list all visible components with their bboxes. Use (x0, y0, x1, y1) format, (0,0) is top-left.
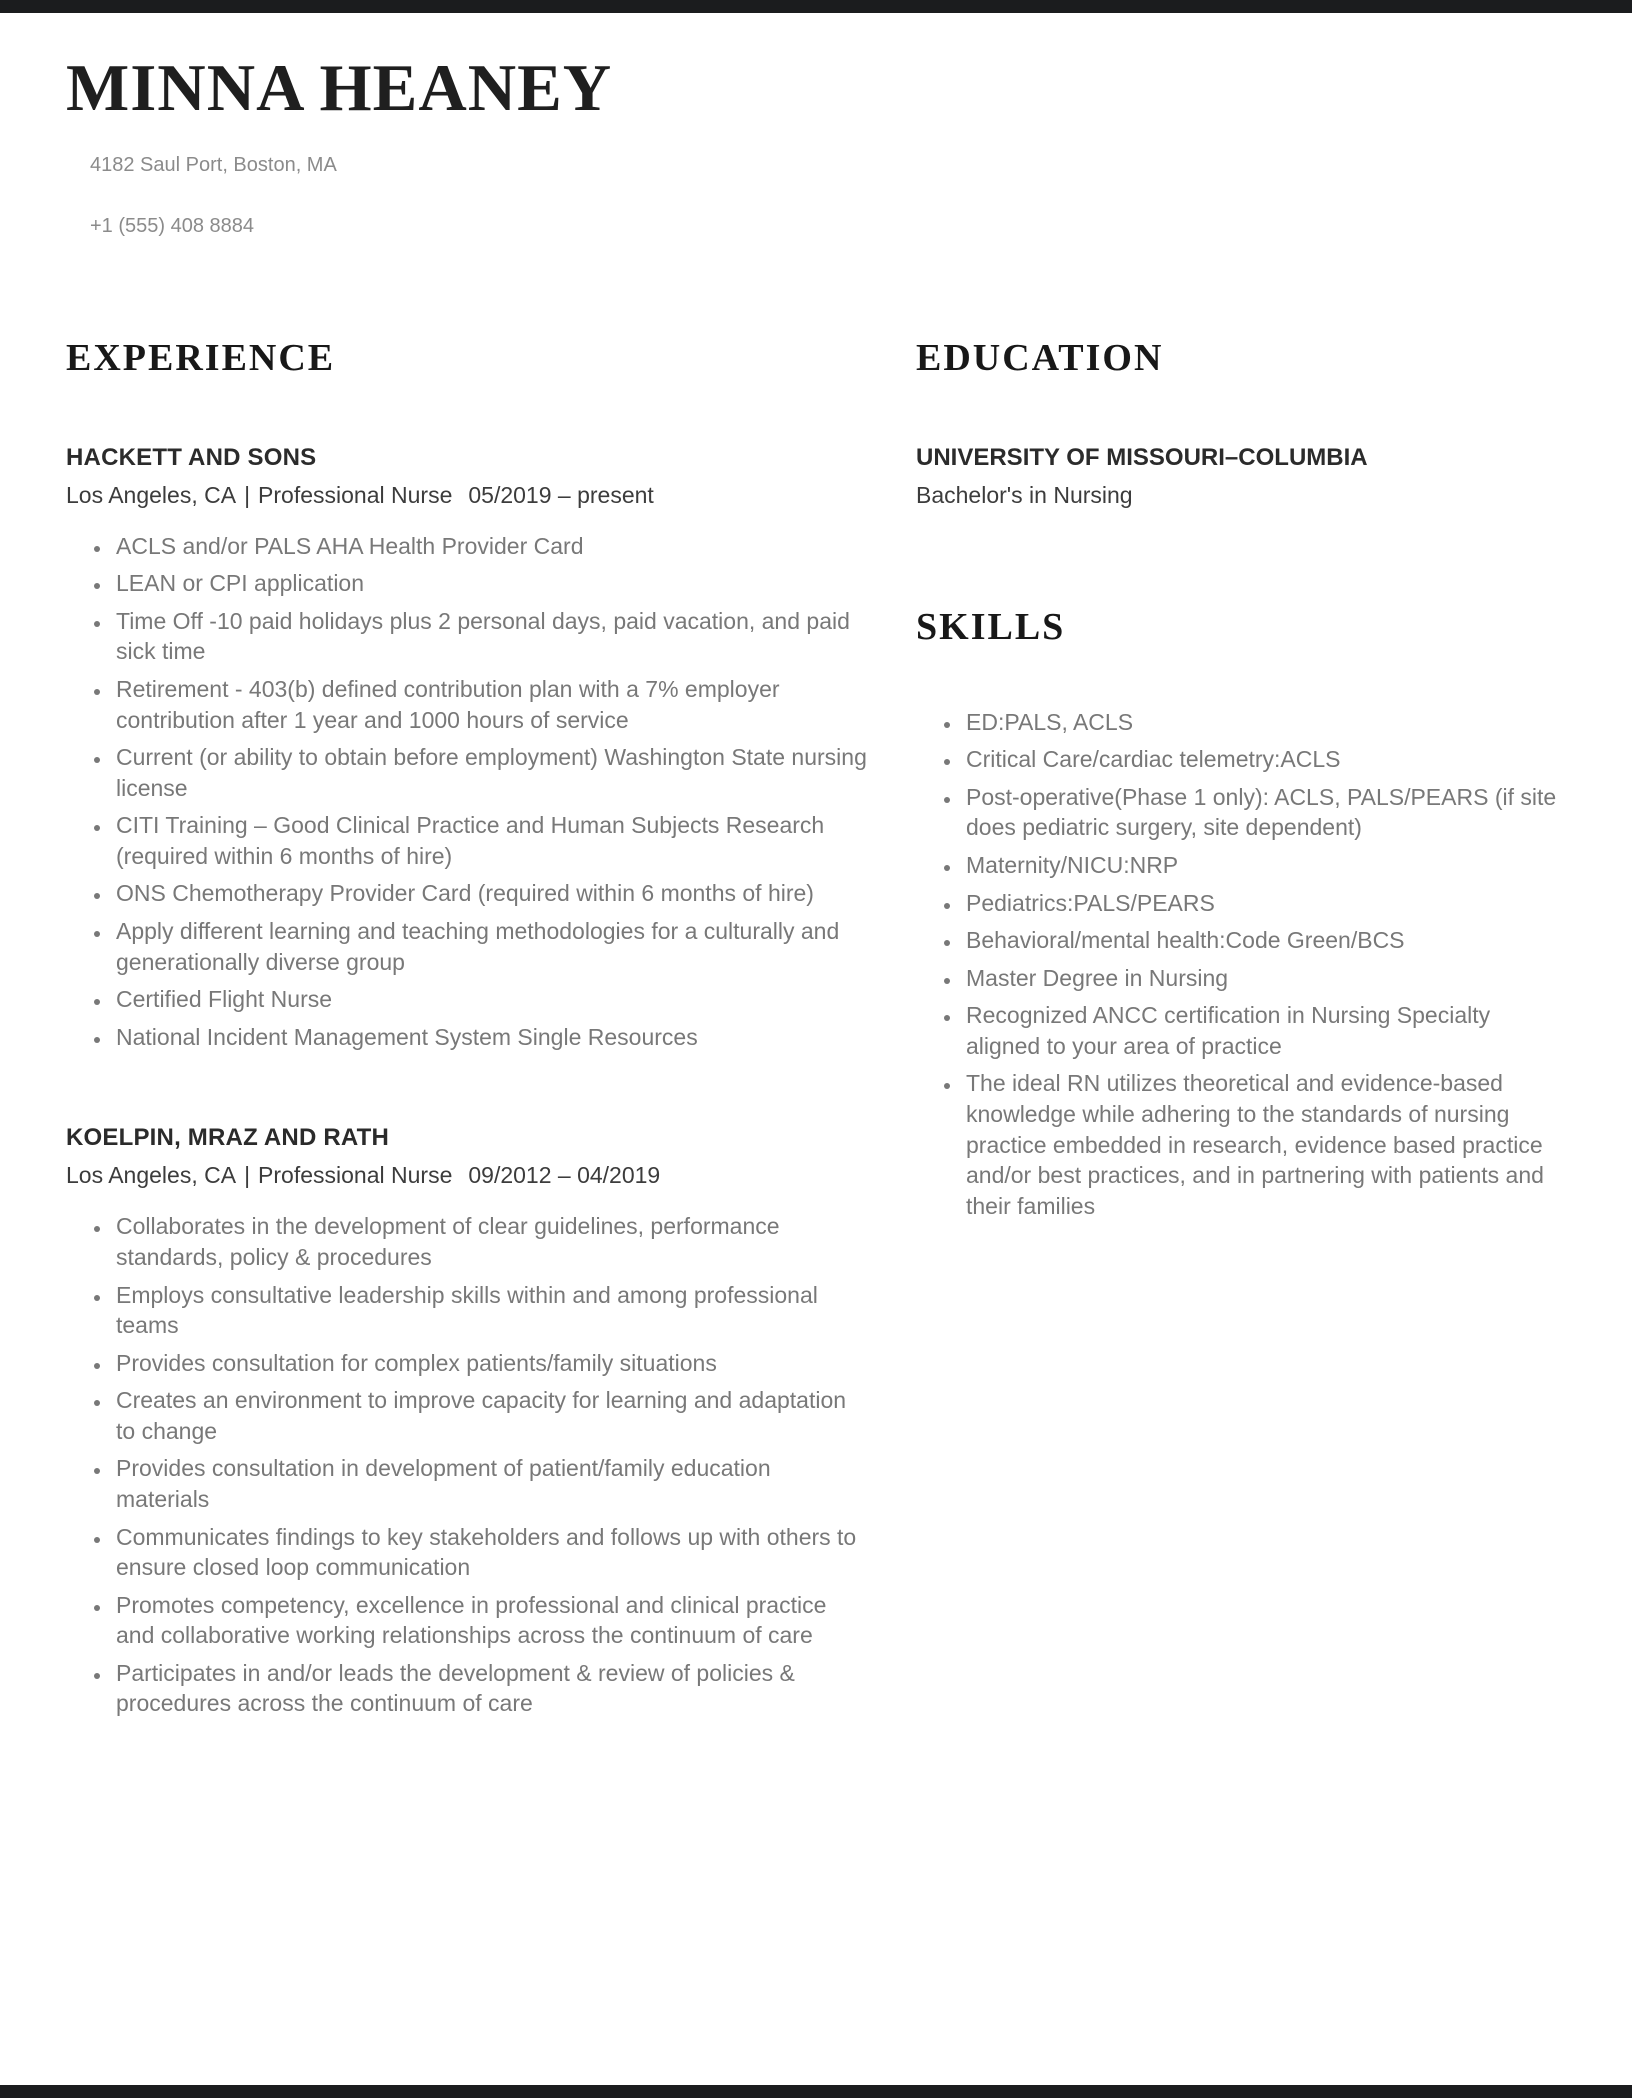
skill-bullet: • The ideal RN utilizes theoretical and evidence-based knowledge while adhering to the standards of nursing practice embedded in research, evidence based practice and/or best practices, and in partnering with patients and their families (962, 1068, 1566, 1221)
job-bullet: • Employs consultative leadership skills within and among professional teams (112, 1280, 868, 1341)
job-bullet: • ACLS and/or PALS AHA Health Provider Card (112, 531, 868, 562)
job-location: Los Angeles, CA (66, 1162, 237, 1189)
job-bullet: • Apply different learning and teaching methodologies for a culturally and generationally diverse group (112, 916, 868, 977)
skills-bullet-list (916, 707, 1566, 1222)
contact-address: 4182 Saul Port, Boston, MA (90, 153, 337, 176)
job-bullet-list (66, 531, 868, 1053)
experience-entry (66, 444, 868, 1053)
job-bullet: • LEAN or CPI application (112, 568, 868, 599)
job-bullet: • Promotes competency, excellence in professional and clinical practice and collaborative working relationships across the continuum of care (112, 1590, 868, 1651)
education-heading: EDUCATION (916, 336, 1164, 379)
job-bullet: • Communicates findings to key stakeholders and follows up with others to ensure closed loop communication (112, 1522, 868, 1583)
education-degree: Bachelor's in Nursing (916, 481, 1133, 508)
job-meta (66, 482, 868, 509)
skill-bullet: • Post-operative(Phase 1 only): ACLS, PALS/PEARS (if site does pediatric surgery, site dependent) (962, 782, 1566, 843)
resume-columns (66, 336, 1566, 1726)
education-entry (916, 444, 1566, 509)
skill-bullet: • Maternity/NICU:NRP (962, 850, 1566, 881)
job-bullet: • Retirement - 403(b) defined contribution plan with a 7% employer contribution after 1 year and 1000 hours of service (112, 674, 868, 735)
job-meta (66, 1162, 868, 1189)
job-bullet: • Certified Flight Nurse (112, 984, 868, 1015)
job-bullet: • ONS Chemotherapy Provider Card (required within 6 months of hire) (112, 878, 868, 909)
skill-bullet: • Pediatrics:PALS/PEARS (962, 888, 1566, 919)
job-bullet: • Provides consultation for complex patients/family situations (112, 1348, 868, 1379)
meta-separator: | (244, 481, 251, 508)
skill-bullet: • Behavioral/mental health:Code Green/BCS (962, 925, 1566, 956)
candidate-name: MINNA HEANEY (66, 51, 613, 125)
job-title: Professional Nurse (258, 481, 453, 508)
job-bullet: • Current (or ability to obtain before employment) Washington State nursing license (112, 742, 868, 803)
meta-separator: | (244, 1162, 251, 1189)
education-school: UNIVERSITY OF MISSOURI–COLUMBIA (916, 443, 1368, 471)
job-bullet-list (66, 1211, 868, 1719)
job-bullet: • Participates in and/or leads the development & review of policies & procedures across the continuum of care (112, 1658, 868, 1719)
job-title: Professional Nurse (258, 1162, 453, 1189)
right-column (916, 336, 1566, 1726)
job-bullet: • Time Off -10 paid holidays plus 2 personal days, paid vacation, and paid sick time (112, 606, 868, 667)
skill-bullet: • Master Degree in Nursing (962, 963, 1566, 994)
bottom-divider-bar (0, 2085, 1632, 2098)
job-bullet: • Collaborates in the development of clear guidelines, performance standards, policy & procedures (112, 1211, 868, 1272)
job-bullet: • Provides consultation in development of patient/family education materials (112, 1453, 868, 1514)
experience-entry (66, 1124, 868, 1719)
left-column (66, 336, 868, 1726)
skill-bullet: • Critical Care/cardiac telemetry:ACLS (962, 744, 1566, 775)
job-dates: 05/2019 – present (468, 481, 654, 508)
job-bullet: • National Incident Management System Single Resources (112, 1022, 868, 1053)
job-bullet: • CITI Training – Good Clinical Practice and Human Subjects Research (required within 6 months of hire) (112, 810, 868, 871)
skill-bullet: • Recognized ANCC certification in Nursing Specialty aligned to your area of practice (962, 1000, 1566, 1061)
experience-heading: EXPERIENCE (66, 336, 336, 379)
skills-heading: SKILLS (916, 605, 1066, 648)
contact-info (90, 154, 1566, 238)
skills-section (916, 605, 1566, 1222)
company-name: HACKETT AND SONS (66, 443, 317, 471)
top-divider-bar (0, 0, 1632, 13)
job-location: Los Angeles, CA (66, 481, 237, 508)
job-dates: 09/2012 – 04/2019 (468, 1162, 661, 1189)
contact-phone: +1 (555) 408 8884 (90, 214, 255, 237)
skill-bullet: • ED:PALS, ACLS (962, 707, 1566, 738)
job-bullet: • Creates an environment to improve capacity for learning and adaptation to change (112, 1385, 868, 1446)
company-name: KOELPIN, MRAZ AND RATH (66, 1124, 390, 1152)
